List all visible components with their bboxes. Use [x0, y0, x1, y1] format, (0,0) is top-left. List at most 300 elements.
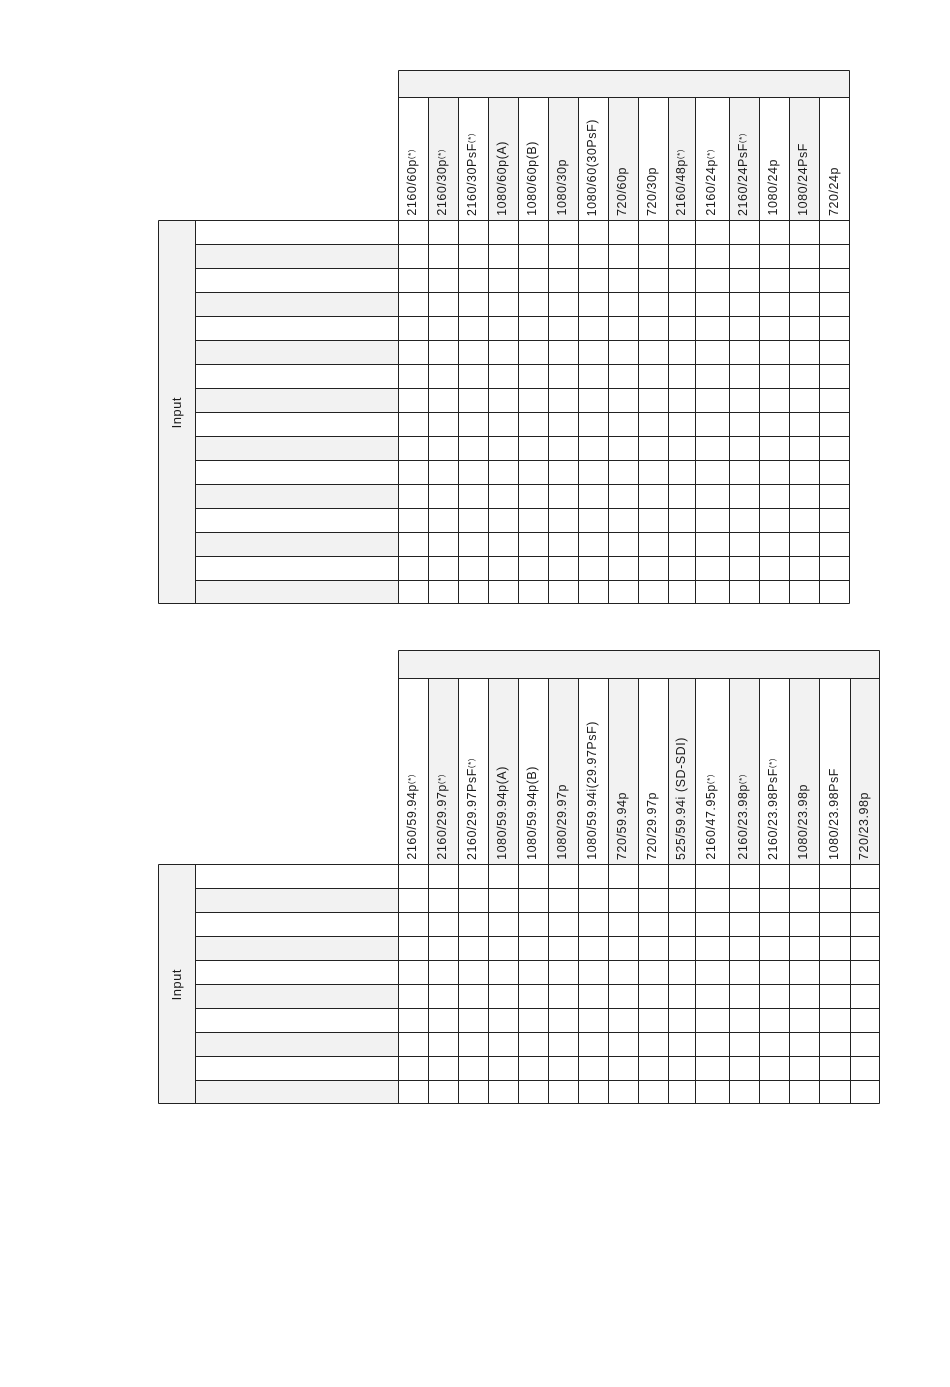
table-cell: [819, 984, 850, 1008]
table-cell: [729, 888, 759, 912]
table-cell: [428, 580, 458, 604]
table-cell: [548, 864, 578, 888]
table-cell: [789, 316, 819, 340]
table-cell: [488, 1008, 518, 1032]
table-cell: [729, 340, 759, 364]
table-cell: [578, 292, 608, 316]
table-cell: [759, 268, 789, 292]
table-cell: [578, 412, 608, 436]
table-cell: [819, 340, 850, 364]
table-cell: [578, 388, 608, 412]
table-cell: [759, 292, 789, 316]
table-cell: [759, 244, 789, 268]
footnote-marker: (*): [706, 774, 715, 785]
table-cell: [819, 556, 850, 580]
table-cell: [638, 340, 668, 364]
table-cell: [729, 1032, 759, 1056]
table-cell: [428, 364, 458, 388]
table-cell: [488, 532, 518, 556]
table-cell: [548, 484, 578, 508]
table-cell: [759, 340, 789, 364]
table-cell: [729, 508, 759, 532]
row-label-cell: [195, 1080, 398, 1104]
table-cell: [789, 292, 819, 316]
table-cell: [695, 960, 729, 984]
row-label-cell: [195, 936, 398, 960]
table-cell: [398, 1032, 428, 1056]
table-cell: [729, 1056, 759, 1080]
table-cell: [819, 460, 850, 484]
table-cell: [608, 436, 638, 460]
header-band: [398, 650, 880, 678]
table-cell: [428, 484, 458, 508]
table-cell: [548, 244, 578, 268]
table-cell: [759, 1008, 789, 1032]
table-cell: [850, 1008, 880, 1032]
table-cell: [789, 984, 819, 1008]
table-cell: [850, 888, 880, 912]
table-cell: [458, 412, 488, 436]
table-cell: [819, 960, 850, 984]
row-label-cell: [195, 984, 398, 1008]
table-cell: [398, 364, 428, 388]
table-cell: [578, 1032, 608, 1056]
table-cell: [398, 508, 428, 532]
column-header-label: 1080/60p(A): [495, 141, 509, 216]
table-cell: [488, 316, 518, 340]
table-cell: [428, 936, 458, 960]
table-cell: [398, 460, 428, 484]
table-cell: [458, 1008, 488, 1032]
table-cell: [759, 1032, 789, 1056]
table-cell: [668, 864, 695, 888]
table-cell: [759, 508, 789, 532]
table-cell: [458, 1056, 488, 1080]
column-header-label: [675, 149, 688, 216]
table-cell: [488, 364, 518, 388]
table-cell: [428, 1008, 458, 1032]
table-cell: [759, 960, 789, 984]
table-cell: [608, 484, 638, 508]
row-label-cell: [195, 244, 398, 268]
table-cell: [638, 912, 668, 936]
table-cell: [488, 1032, 518, 1056]
column-header-label: [406, 149, 419, 216]
table-cell: [819, 532, 850, 556]
table-cell: [759, 316, 789, 340]
table-cell: [548, 436, 578, 460]
table-cell: [518, 508, 548, 532]
row-group-label: Input: [169, 396, 184, 428]
table-cell: [729, 984, 759, 1008]
table-cell: [819, 316, 850, 340]
row-label-cell: [195, 436, 398, 460]
table-cell: [729, 556, 759, 580]
table-cell: [578, 268, 608, 292]
table-cell: [428, 244, 458, 268]
table-cell: [668, 1080, 695, 1104]
column-header-label: [737, 774, 750, 860]
table-cell: [458, 1032, 488, 1056]
table-cell: [668, 292, 695, 316]
table-cell: [789, 436, 819, 460]
format-table-1: [158, 70, 850, 604]
table-cell: [548, 316, 578, 340]
table-cell: [729, 484, 759, 508]
table-cell: [608, 1056, 638, 1080]
row-label-cell: [195, 220, 398, 244]
table-cell: [695, 1080, 729, 1104]
table-cell: [428, 220, 458, 244]
table-cell: [759, 364, 789, 388]
table-cell: [548, 292, 578, 316]
table-cell: [398, 292, 428, 316]
table-cell: [428, 1032, 458, 1056]
table-cell: [398, 1008, 428, 1032]
table-cell: [518, 1032, 548, 1056]
footnote-marker: (*): [437, 774, 446, 785]
table-cell: [789, 340, 819, 364]
table-cell: [458, 340, 488, 364]
table-cell: [668, 268, 695, 292]
table-cell: [548, 984, 578, 1008]
table-cell: [638, 936, 668, 960]
table-cell: [638, 960, 668, 984]
table-cell: [398, 960, 428, 984]
table-cell: [398, 580, 428, 604]
table-cell: [759, 912, 789, 936]
footnote-marker: (*): [407, 774, 416, 785]
table-cell: [428, 292, 458, 316]
table-cell: [488, 1080, 518, 1104]
row-label-cell: [195, 364, 398, 388]
table-cell: [398, 864, 428, 888]
table-cell: [398, 888, 428, 912]
table-cell: [548, 1080, 578, 1104]
table-cell: [578, 960, 608, 984]
table-cell: [759, 412, 789, 436]
table-cell: [458, 268, 488, 292]
table-cell: [668, 1032, 695, 1056]
table-cell: [608, 1080, 638, 1104]
table-cell: [488, 960, 518, 984]
table-cell: [789, 936, 819, 960]
table-cell: [638, 508, 668, 532]
table-cell: [789, 912, 819, 936]
table-cell: [695, 532, 729, 556]
table-cell: [518, 220, 548, 244]
table-cell: [789, 1032, 819, 1056]
table-cell: [668, 316, 695, 340]
table-cell: [759, 556, 789, 580]
table-cell: [729, 1008, 759, 1032]
table-cell: [428, 1056, 458, 1080]
table-cell: [458, 388, 488, 412]
table-cell: [548, 508, 578, 532]
column-header-label: 1080/30p: [555, 159, 569, 216]
table-cell: [518, 484, 548, 508]
table-cell: [759, 1056, 789, 1080]
table-cell: [695, 220, 729, 244]
table-cell: [695, 244, 729, 268]
table-cell: [608, 388, 638, 412]
table-cell: [458, 220, 488, 244]
table-cell: [819, 580, 850, 604]
table-cell: [578, 912, 608, 936]
table-cell: [518, 340, 548, 364]
table-cell: [729, 580, 759, 604]
table-cell: [729, 292, 759, 316]
table-cell: [548, 888, 578, 912]
column-header-label: [737, 133, 750, 216]
column-header-label: [705, 774, 718, 860]
column-header-label: [406, 774, 419, 860]
table-cell: [638, 1008, 668, 1032]
table-cell: [789, 508, 819, 532]
row-label-cell: [195, 508, 398, 532]
column-label-text: 2160/60p: [405, 159, 419, 216]
table-cell: [759, 580, 789, 604]
table-cell: [458, 1080, 488, 1104]
column-header-label: 1080/59.94p(A): [495, 766, 509, 860]
column-label-text: 2160/30p: [435, 159, 449, 216]
table-cell: [578, 984, 608, 1008]
column-header-label: 1080/23.98PsF: [826, 768, 841, 860]
footnote-marker: (*): [706, 149, 715, 160]
table-cell: [548, 364, 578, 388]
table-cell: [608, 460, 638, 484]
table-cell: [428, 388, 458, 412]
row-group-label: Input: [169, 968, 184, 1000]
column-header-label: 525/59.94i (SD-SDI): [673, 737, 688, 860]
table-cell: [458, 436, 488, 460]
column-label-text: 2160/47.95p: [704, 784, 718, 860]
table-cell: [668, 1056, 695, 1080]
table-cell: [695, 364, 729, 388]
row-label-cell: [195, 316, 398, 340]
table-cell: [608, 888, 638, 912]
table-cell: [548, 556, 578, 580]
table-cell: [819, 268, 850, 292]
table-cell: [789, 460, 819, 484]
table-cell: [608, 912, 638, 936]
column-label-text: 2160/24PsF: [736, 143, 750, 216]
table-cell: [608, 580, 638, 604]
row-label-cell: [195, 268, 398, 292]
column-label-text: 2160/23.98p: [736, 784, 750, 860]
table-cell: [695, 484, 729, 508]
row-label-cell: [195, 1032, 398, 1056]
column-label-text: 2160/48p: [673, 159, 688, 216]
row-label-cell: [195, 412, 398, 436]
table-cell: [518, 1056, 548, 1080]
table-cell: [458, 364, 488, 388]
table-cell: [488, 460, 518, 484]
table-cell: [578, 508, 608, 532]
table-cell: [488, 268, 518, 292]
table-cell: [578, 364, 608, 388]
table-cell: [789, 412, 819, 436]
table-cell: [668, 936, 695, 960]
footnote-marker: (*): [738, 132, 747, 144]
column-label-text: 2160/29.97p: [435, 784, 449, 860]
table-cell: [819, 1080, 850, 1104]
table-cell: [729, 412, 759, 436]
table-cell: [729, 436, 759, 460]
table-cell: [458, 508, 488, 532]
table-cell: [638, 888, 668, 912]
footnote-marker: (*): [675, 149, 685, 160]
table-cell: [458, 912, 488, 936]
table-cell: [488, 580, 518, 604]
table-cell: [608, 960, 638, 984]
table-cell: [548, 268, 578, 292]
table-cell: [398, 388, 428, 412]
table-cell: [608, 532, 638, 556]
row-label-cell: [195, 888, 398, 912]
table-cell: [518, 532, 548, 556]
table-cell: [819, 1032, 850, 1056]
table-cell: [668, 244, 695, 268]
table-cell: [578, 556, 608, 580]
table-cell: [428, 960, 458, 984]
table-cell: [668, 888, 695, 912]
table-cell: [518, 436, 548, 460]
table-cell: [638, 316, 668, 340]
table-cell: [398, 556, 428, 580]
table-cell: [458, 580, 488, 604]
table-cell: [729, 460, 759, 484]
table-cell: [695, 1056, 729, 1080]
footnote-marker: (*): [437, 149, 446, 160]
table-cell: [695, 1008, 729, 1032]
table-cell: [488, 220, 518, 244]
table-cell: [578, 532, 608, 556]
row-label-cell: [195, 1008, 398, 1032]
table-cell: [458, 984, 488, 1008]
table-cell: [458, 864, 488, 888]
table-cell: [638, 244, 668, 268]
table-cell: [759, 220, 789, 244]
table-cell: [695, 864, 729, 888]
table-cell: [548, 340, 578, 364]
table-cell: [850, 936, 880, 960]
table-cell: [850, 1032, 880, 1056]
table-cell: [729, 960, 759, 984]
header-band: [398, 70, 850, 97]
table-cell: [638, 1080, 668, 1104]
table-cell: [608, 864, 638, 888]
column-header-label: 1080/29.97p: [555, 784, 569, 860]
table-cell: [638, 984, 668, 1008]
table-cell: [638, 388, 668, 412]
table-cell: [548, 960, 578, 984]
table-cell: [608, 412, 638, 436]
column-header-label: 1080/24PsF: [796, 143, 810, 216]
table-cell: [638, 1032, 668, 1056]
row-label-cell: [195, 484, 398, 508]
table-cell: [819, 412, 850, 436]
table-cell: [608, 1032, 638, 1056]
table-cell: [695, 316, 729, 340]
table-cell: [548, 220, 578, 244]
table-cell: [518, 268, 548, 292]
table-cell: [789, 532, 819, 556]
table-cell: [548, 532, 578, 556]
table-cell: [608, 1008, 638, 1032]
table-cell: [578, 1080, 608, 1104]
table-cell: [789, 1080, 819, 1104]
row-label-cell: [195, 1056, 398, 1080]
table-cell: [578, 244, 608, 268]
table-cell: [398, 316, 428, 340]
table-cell: [428, 412, 458, 436]
table-cell: [668, 484, 695, 508]
table-cell: [548, 912, 578, 936]
table-cell: [518, 556, 548, 580]
format-table-2: [158, 650, 880, 1104]
table-cell: [458, 316, 488, 340]
table-cell: [668, 984, 695, 1008]
table-cell: [398, 244, 428, 268]
table-cell: [819, 888, 850, 912]
table-cell: [398, 936, 428, 960]
table-cell: [488, 508, 518, 532]
column-header-label: 1080/60p(B): [525, 141, 539, 216]
table-cell: [518, 460, 548, 484]
table-cell: [458, 244, 488, 268]
table-cell: [428, 508, 458, 532]
table-cell: [789, 556, 819, 580]
table-cell: [398, 340, 428, 364]
table-cell: [458, 532, 488, 556]
table-cell: [819, 1008, 850, 1032]
table-cell: [548, 936, 578, 960]
column-header-label: 720/29.97p: [645, 791, 659, 860]
table-cell: [608, 340, 638, 364]
table-cell: [518, 888, 548, 912]
table-cell: [578, 460, 608, 484]
table-cell: [729, 388, 759, 412]
table-cell: [608, 984, 638, 1008]
table-cell: [518, 936, 548, 960]
table-cell: [398, 220, 428, 244]
table-cell: [398, 984, 428, 1008]
table-cell: [759, 436, 789, 460]
table-cell: [789, 244, 819, 268]
table-cell: [789, 864, 819, 888]
table-cell: [428, 1080, 458, 1104]
table-cell: [819, 936, 850, 960]
table-cell: [578, 316, 608, 340]
row-label-cell: [195, 864, 398, 888]
table-cell: [819, 1056, 850, 1080]
table-cell: [608, 220, 638, 244]
table-cell: [759, 888, 789, 912]
table-cell: [578, 888, 608, 912]
table-cell: [638, 532, 668, 556]
footnote-marker: (*): [467, 132, 476, 144]
table-cell: [428, 460, 458, 484]
table-cell: [695, 460, 729, 484]
table-cell: [548, 1056, 578, 1080]
table-cell: [789, 484, 819, 508]
column-header-label: 1080/23.98p: [796, 784, 810, 860]
table-cell: [759, 936, 789, 960]
table-cell: [668, 340, 695, 364]
table-cell: [488, 936, 518, 960]
column-header-label: 720/60p: [615, 166, 629, 216]
